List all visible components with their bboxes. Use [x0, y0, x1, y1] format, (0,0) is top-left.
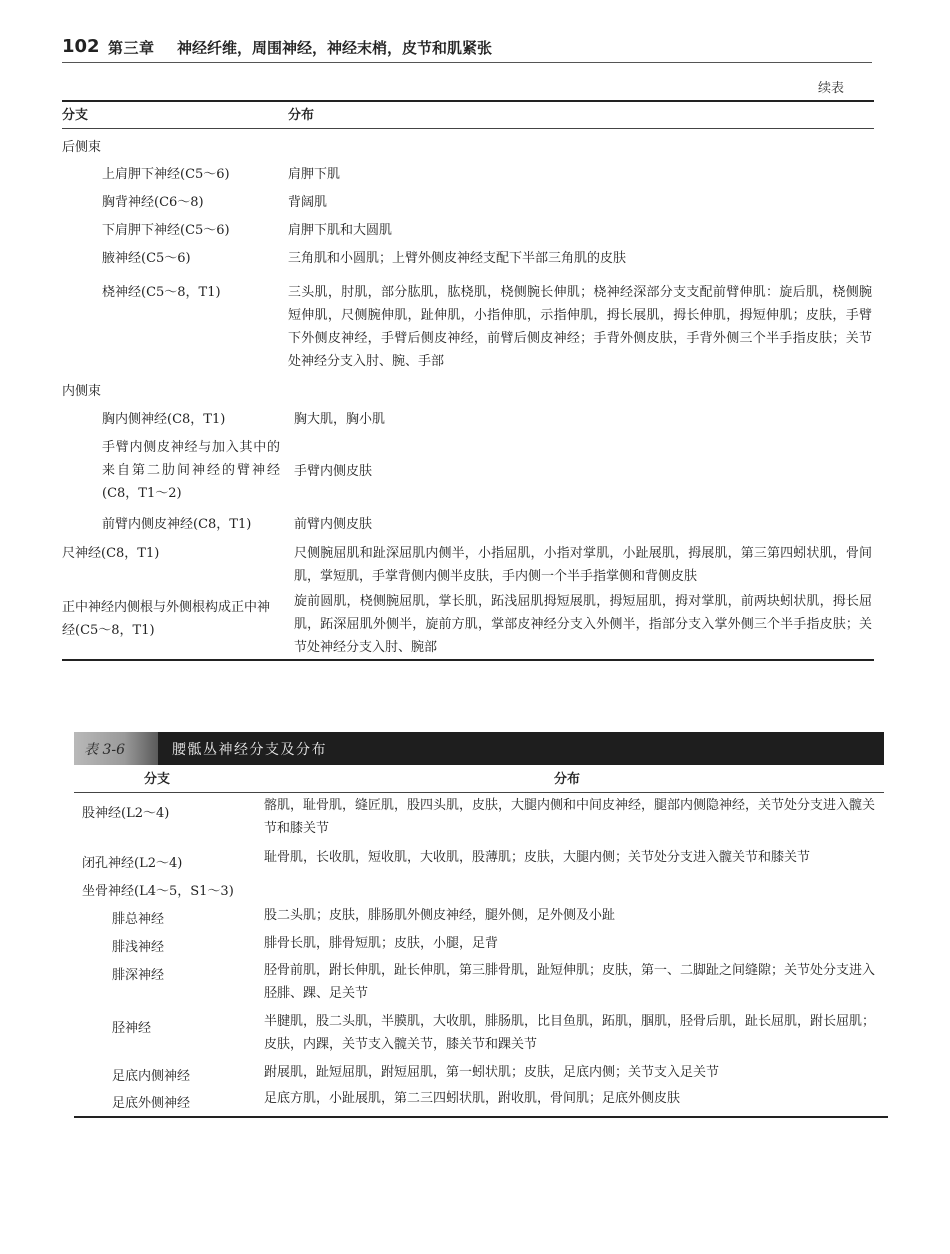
table-row-distribution: 手臂内侧皮肤: [294, 464, 373, 479]
table-row-distribution: 髂肌，耻骨肌，缝匠肌，股四头肌，皮肤，大腿内侧和中间皮神经，腿部内侧隐神经，关节处分支进入髋关节和膝关节: [264, 798, 876, 836]
continued-label: 续表: [817, 81, 844, 96]
table-row-branch: 闭孔神经(L2～4): [82, 856, 183, 871]
table-title: 腰骶丛神经分支及分布: [172, 742, 327, 758]
table-row-branch: 上肩胛下神经(C5～6): [102, 167, 230, 182]
table-row-branch: 足底外侧神经: [112, 1096, 191, 1111]
table-number-badge: [74, 732, 158, 765]
table-row-distribution: 背阔肌: [288, 195, 328, 210]
table-row-distribution: 胫骨前肌，跗长伸肌，趾长伸肌，第三腓骨肌，趾短伸肌；皮肤，第一、二脚趾之间缝隙；关节处分支进入胫腓、踝、足关节: [264, 963, 876, 1001]
table-title-banner: [74, 732, 884, 765]
column-header-branch: 分支: [144, 772, 171, 787]
chapter-label: 第三章: [108, 39, 155, 57]
table-row-branch: 胸内侧神经(C8，T1): [102, 412, 226, 427]
table-row-branch: 前臂内侧皮神经(C8，T1): [102, 517, 252, 532]
table-bottom-rule: [74, 1116, 888, 1118]
table-row-distribution: 股二头肌；皮肤，腓肠肌外侧皮神经，腿外侧，足外侧及小趾: [264, 908, 616, 923]
table-row-branch: 腓总神经: [112, 912, 165, 927]
table-bottom-rule: [62, 659, 874, 661]
table-row-branch: 腓深神经: [112, 968, 165, 983]
table-row-distribution: 胸大肌，胸小肌: [294, 412, 386, 427]
table-row-distribution: 足底方肌，小趾展肌，第二三四蚓状肌，跗收肌，骨间肌；足底外侧皮肤: [264, 1091, 681, 1106]
table-row-branch: 尺神经(C8，T1): [62, 546, 160, 561]
table-row-branch: 下肩胛下神经(C5～6): [102, 223, 230, 238]
table-row-distribution: 肩胛下肌和大圆肌: [288, 223, 393, 238]
table-row-branch: 后侧束: [62, 140, 102, 155]
table-row-branch: 正中神经内侧根与外侧根构成正中神经(C5～8，T1): [62, 600, 271, 638]
table-row-branch: 桡神经(C5～8，T1): [102, 285, 221, 300]
table-row-distribution: 跗展肌，趾短屈肌，跗短屈肌，第一蚓状肌；皮肤，足底内侧；关节支入足关节: [264, 1065, 720, 1080]
table-header-row: [62, 102, 874, 129]
column-header-distribution: 分布: [554, 772, 581, 787]
table-row-distribution: 三角肌和小圆肌；上臂外侧皮神经支配下半部三角肌的皮肤: [288, 251, 627, 266]
table-row-branch: 腋神经(C5～6): [102, 251, 191, 266]
table-row-distribution: 三头肌，肘肌，部分肱肌，肱桡肌，桡侧腕长伸肌；桡神经深部分支支配前臂伸肌：旋后肌，桡侧腕短伸肌，尺侧腕伸肌，趾伸肌，小指伸肌，示指伸肌，拇长展肌，拇长伸肌，拇短伸肌；皮肤，手臂下外侧皮神经，手臂后侧皮神经，前臂后侧皮神经；手背外侧皮肤，手背外侧三个半手指皮肤；关节处神经分支入肘、腕、手部: [288, 285, 872, 369]
table-row-distribution: 耻骨肌，长收肌，短收肌，大收肌，股薄肌；皮肤，大腿内侧；关节处分支进入髋关节和膝关节: [264, 850, 811, 865]
page-number: 102: [62, 36, 100, 57]
table-row-branch: 胸背神经(C6～8): [102, 195, 204, 210]
table-row-distribution: 尺侧腕屈肌和趾深屈肌内侧半，小指屈肌，小指对掌肌，小趾展肌，拇展肌，第三第四蚓状肌，骨间肌，掌短肌，手掌背侧内侧半皮肤，手内侧一个半手指掌侧和背侧皮肤: [294, 546, 872, 584]
table-row-branch: 坐骨神经(L4～5，S1～3): [82, 884, 234, 899]
table-row-branch: 股神经(L2～4): [82, 806, 170, 821]
table-row-branch: 内侧束: [62, 384, 102, 399]
table-row-distribution: 半腱肌，股二头肌，半膜肌，大收肌，腓肠肌，比目鱼肌，跖肌，腘肌，胫骨后肌，趾长屈肌，跗长屈肌；皮肤，内踝，关节支入髋关节，膝关节和踝关节: [264, 1014, 876, 1052]
page-header: [62, 36, 872, 63]
column-header-branch: 分支: [62, 108, 89, 123]
table-header-row: [74, 766, 884, 793]
table-row-branch: 胫神经: [112, 1021, 152, 1036]
table-row-branch: 手臂内侧皮神经与加入其中的来自第二肋间神经的臂神经(C8，T1～2): [102, 440, 280, 501]
table-row-branch: 足底内侧神经: [112, 1069, 191, 1084]
column-header-distribution: 分布: [288, 108, 315, 123]
table-row-distribution: 旋前圆肌，桡侧腕屈肌，掌长肌，跖浅屈肌拇短展肌，拇短屈肌，拇对掌肌，前两块蚓状肌，拇长屈肌，跖深屈肌外侧半，旋前方肌，掌部皮神经分支入外侧半，指部分支入掌外侧三个半手指皮肤；关节处神经分支入肘、腕部: [294, 594, 872, 655]
table-row-distribution: 腓骨长肌，腓骨短肌；皮肤，小腿，足背: [264, 936, 499, 951]
table-number: 表 3-6: [84, 742, 125, 758]
table-row-distribution: 肩胛下肌: [288, 167, 341, 182]
table-row-branch: 腓浅神经: [112, 940, 165, 955]
chapter-title: 神经纤维，周围神经，神经末梢，皮节和肌紧张: [177, 39, 493, 57]
table-row-distribution: 前臂内侧皮肤: [294, 517, 373, 532]
